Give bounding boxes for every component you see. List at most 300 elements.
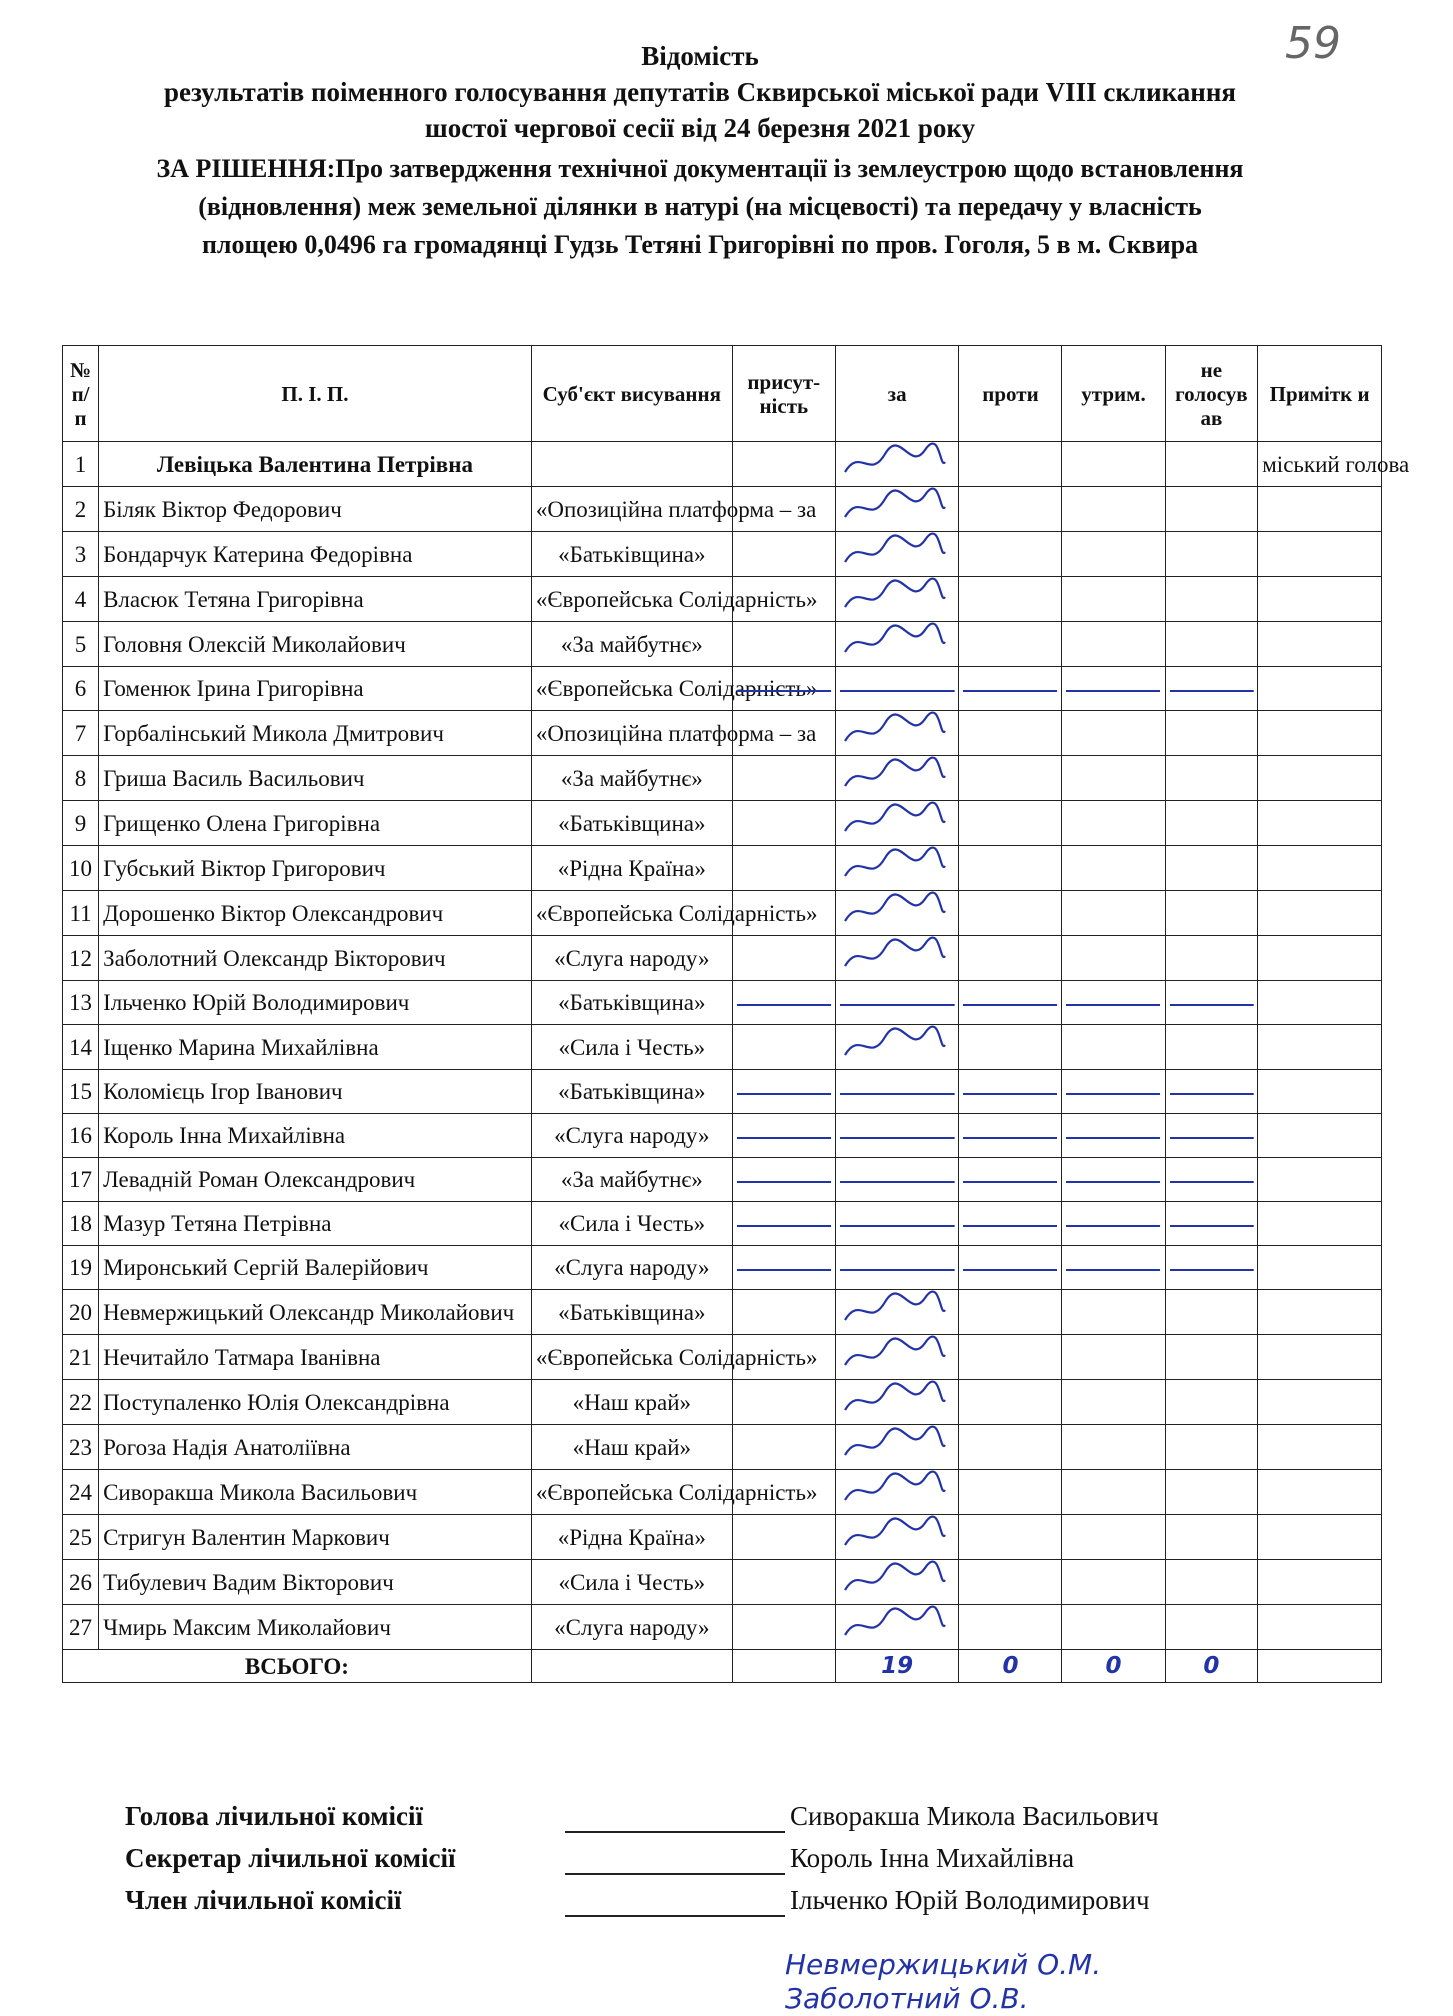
dash-mark [1170, 1221, 1254, 1231]
present-cell [732, 1246, 835, 1290]
row-number: 21 [63, 1335, 99, 1380]
for-cell [835, 1114, 959, 1158]
for-cell [835, 1246, 959, 1290]
deputy-name: Поступаленко Юлія Олександрівна [99, 1380, 532, 1425]
total-abstain: 0 [1062, 1650, 1165, 1683]
header-not-voted: не голосув ав [1165, 346, 1258, 442]
not-voted-cell [1165, 667, 1258, 711]
abstain-cell [1062, 846, 1165, 891]
for-cell [835, 936, 959, 981]
total-for: 19 [835, 1650, 959, 1683]
commission-role: Член лічильної комісії [125, 1885, 402, 1915]
deputy-party: «Слуга народу» [531, 1605, 732, 1650]
deputy-name: Сиворакша Микола Васильович [99, 1470, 532, 1515]
against-cell [959, 1380, 1062, 1425]
signature-mark [840, 532, 950, 572]
row-number: 12 [63, 936, 99, 981]
for-cell [835, 1290, 959, 1335]
deputy-party: «Європейська Солідарність» [531, 667, 732, 711]
deputy-party: «За майбутнє» [531, 1158, 732, 1202]
table-row [63, 1114, 1382, 1158]
commission-row [125, 1837, 1375, 1879]
abstain-cell [1062, 622, 1165, 667]
row-number: 3 [63, 532, 99, 577]
note-cell [1258, 622, 1382, 667]
abstain-cell [1062, 756, 1165, 801]
counting-commission [125, 1795, 1375, 1921]
deputy-party: «Опозиційна платформа – за [531, 487, 732, 532]
total-against: 0 [959, 1650, 1062, 1683]
signature-mark [840, 846, 950, 886]
present-cell [732, 1158, 835, 1202]
row-number: 24 [63, 1470, 99, 1515]
note-cell [1258, 1202, 1382, 1246]
row-number: 8 [63, 756, 99, 801]
deputy-party: «Рідна Країна» [531, 846, 732, 891]
abstain-cell [1062, 487, 1165, 532]
table-row [63, 1425, 1382, 1470]
against-cell [959, 667, 1062, 711]
dash-mark [737, 686, 831, 696]
abstain-cell [1062, 1025, 1165, 1070]
against-cell [959, 891, 1062, 936]
header-against: проти [959, 346, 1062, 442]
commission-row [125, 1879, 1375, 1921]
dash-mark [1170, 1089, 1254, 1099]
for-cell [835, 1202, 959, 1246]
note-cell [1258, 756, 1382, 801]
signature-mark [840, 891, 950, 931]
row-number: 4 [63, 577, 99, 622]
signature-mark [840, 1380, 950, 1420]
row-number: 9 [63, 801, 99, 846]
for-cell [835, 711, 959, 756]
total-note-cell [1258, 1650, 1382, 1683]
header-abstain: утрим. [1062, 346, 1165, 442]
not-voted-cell [1165, 622, 1258, 667]
against-cell [959, 756, 1062, 801]
deputy-name: Левіцька Валентина Петрівна [99, 442, 532, 487]
signature-mark [840, 1025, 950, 1065]
dash-mark [1066, 1221, 1160, 1231]
commission-name: Король Інна Михайлівна [790, 1843, 1075, 1873]
dash-mark [963, 1133, 1057, 1143]
present-cell [732, 981, 835, 1025]
deputy-name: Миронський Сергій Валерійович [99, 1246, 532, 1290]
total-label: ВСЬОГО: [63, 1650, 532, 1683]
present-cell [732, 1290, 835, 1335]
abstain-cell [1062, 981, 1165, 1025]
against-cell [959, 1114, 1062, 1158]
signature-mark [840, 711, 950, 751]
for-cell [835, 1380, 959, 1425]
table-row [63, 622, 1382, 667]
deputy-name: Бондарчук Катерина Федорівна [99, 532, 532, 577]
header-party: Суб'єкт висування [531, 346, 732, 442]
table-row [63, 936, 1382, 981]
deputy-party: «Європейська Солідарність» [531, 1470, 732, 1515]
deputy-party: «Батьківщина» [531, 1290, 732, 1335]
deputy-name: Рогоза Надія Анатоліївна [99, 1425, 532, 1470]
handwritten-name: Заболотний О.В. [785, 1982, 1029, 2015]
dash-mark [963, 686, 1057, 696]
for-cell [835, 1515, 959, 1560]
table-row [63, 711, 1382, 756]
abstain-cell [1062, 532, 1165, 577]
signature-mark [840, 1425, 950, 1465]
row-number: 15 [63, 1070, 99, 1114]
row-number: 5 [63, 622, 99, 667]
not-voted-cell [1165, 1114, 1258, 1158]
not-voted-cell [1165, 1425, 1258, 1470]
note-cell [1258, 1290, 1382, 1335]
present-cell [732, 532, 835, 577]
table-row [63, 1515, 1382, 1560]
row-number: 6 [63, 667, 99, 711]
signature-line [565, 1873, 785, 1875]
table-row [63, 1335, 1382, 1380]
deputy-name: Мазур Тетяна Петрівна [99, 1202, 532, 1246]
for-cell [835, 1560, 959, 1605]
deputy-name: Ільченко Юрій Володимирович [99, 981, 532, 1025]
signature-mark [840, 1515, 950, 1555]
deputy-name: Гоменюк Ірина Григорівна [99, 667, 532, 711]
dash-mark [737, 1265, 831, 1275]
table-row [63, 846, 1382, 891]
abstain-cell [1062, 1425, 1165, 1470]
row-number: 17 [63, 1158, 99, 1202]
table-row [63, 1070, 1382, 1114]
commission-role: Секретар лічильної комісії [125, 1843, 456, 1873]
dash-mark [1170, 1133, 1254, 1143]
row-number: 23 [63, 1425, 99, 1470]
present-cell [732, 801, 835, 846]
commission-name: Ільченко Юрій Володимирович [790, 1885, 1150, 1915]
dash-mark [737, 1089, 831, 1099]
dash-mark [1066, 1089, 1160, 1099]
against-cell [959, 622, 1062, 667]
row-number: 11 [63, 891, 99, 936]
document-subtitle-line2: шостої чергової сесії від 24 березня 2021 року [424, 113, 976, 143]
against-cell [959, 1605, 1062, 1650]
present-cell [732, 667, 835, 711]
dash-mark [1170, 1177, 1254, 1187]
deputy-name: Іщенко Марина Михайлівна [99, 1025, 532, 1070]
abstain-cell [1062, 1070, 1165, 1114]
deputy-party: «Батьківщина» [531, 1070, 732, 1114]
header-num: № п/п [63, 346, 99, 442]
total-party-cell [531, 1650, 732, 1683]
note-cell [1258, 846, 1382, 891]
note-cell [1258, 1470, 1382, 1515]
note-cell [1258, 1158, 1382, 1202]
deputy-name: Стригун Валентин Маркович [99, 1515, 532, 1560]
document-header [20, 38, 1380, 146]
dash-mark [840, 1089, 955, 1099]
abstain-cell [1062, 1515, 1165, 1560]
signature-mark [840, 1290, 950, 1330]
document-title: Відомість [641, 41, 759, 71]
for-cell [835, 487, 959, 532]
votes-table [62, 345, 1410, 1683]
dash-mark [1170, 1000, 1254, 1010]
deputy-party: «Наш край» [531, 1380, 732, 1425]
note-cell [1258, 801, 1382, 846]
table-row [63, 1246, 1382, 1290]
dash-mark [1066, 1000, 1160, 1010]
table-row [63, 801, 1382, 846]
row-number: 7 [63, 711, 99, 756]
table-row [63, 1025, 1382, 1070]
row-number: 1 [63, 442, 99, 487]
commission-role: Голова лічильної комісії [125, 1801, 423, 1831]
table-row [63, 442, 1382, 487]
dash-mark [1066, 1265, 1160, 1275]
present-cell [732, 1380, 835, 1425]
for-cell [835, 801, 959, 846]
signature-line [565, 1915, 785, 1917]
total-not-voted: 0 [1165, 1650, 1258, 1683]
deputy-name: Коломієць Ігор Іванович [99, 1070, 532, 1114]
signature-mark [840, 1605, 950, 1645]
present-cell [732, 442, 835, 487]
not-voted-cell [1165, 577, 1258, 622]
row-number: 26 [63, 1560, 99, 1605]
row-number: 22 [63, 1380, 99, 1425]
not-voted-cell [1165, 1290, 1258, 1335]
note-cell [1258, 1114, 1382, 1158]
row-number: 27 [63, 1605, 99, 1650]
abstain-cell [1062, 667, 1165, 711]
present-cell [732, 1114, 835, 1158]
for-cell [835, 1605, 959, 1650]
signature-mark [840, 756, 950, 796]
not-voted-cell [1165, 1335, 1258, 1380]
dash-mark [737, 1133, 831, 1143]
note-cell [1258, 891, 1382, 936]
not-voted-cell [1165, 1380, 1258, 1425]
against-cell [959, 1202, 1062, 1246]
note-cell [1258, 487, 1382, 532]
deputy-name: Тибулевич Вадим Вікторович [99, 1560, 532, 1605]
decision-line3: площею 0,0496 га громадянці Гудзь Тетяні Григорівні по пров. Гоголя, 5 в м. Сквира [201, 230, 1199, 259]
note-cell [1258, 1025, 1382, 1070]
dash-mark [840, 1133, 955, 1143]
abstain-cell [1062, 1290, 1165, 1335]
dash-mark [963, 1221, 1057, 1231]
for-cell [835, 1158, 959, 1202]
against-cell [959, 1246, 1062, 1290]
dash-mark [1066, 1177, 1160, 1187]
against-cell [959, 846, 1062, 891]
note-cell [1258, 532, 1382, 577]
decision-line2: (відновлення) меж земельної ділянки в натурі (на місцевості) та передачу у власність [198, 192, 1202, 221]
note-cell [1258, 1515, 1382, 1560]
for-cell [835, 1025, 959, 1070]
total-row [63, 1650, 1382, 1683]
present-cell [732, 1515, 835, 1560]
abstain-cell [1062, 1605, 1165, 1650]
deputy-name: Король Інна Михайлівна [99, 1114, 532, 1158]
deputy-name: Гриша Василь Васильович [99, 756, 532, 801]
handwritten-names [785, 1948, 1101, 2016]
for-cell [835, 622, 959, 667]
deputy-party [531, 442, 732, 487]
signature-mark [840, 622, 950, 662]
note-cell [1258, 1070, 1382, 1114]
row-number: 13 [63, 981, 99, 1025]
deputy-party: «Опозиційна платформа – за [531, 711, 732, 756]
table-row [63, 1290, 1382, 1335]
deputy-party: «Рідна Країна» [531, 1515, 732, 1560]
for-cell [835, 442, 959, 487]
not-voted-cell [1165, 711, 1258, 756]
table-row [63, 1380, 1382, 1425]
table-row [63, 891, 1382, 936]
deputy-name: Невмержицький Олександр Миколайович [99, 1290, 532, 1335]
abstain-cell [1062, 711, 1165, 756]
against-cell [959, 487, 1062, 532]
dash-mark [1170, 1265, 1254, 1275]
not-voted-cell [1165, 487, 1258, 532]
present-cell [732, 756, 835, 801]
note-cell [1258, 1560, 1382, 1605]
signature-mark [840, 487, 950, 527]
deputy-party: «Наш край» [531, 1425, 732, 1470]
row-number: 25 [63, 1515, 99, 1560]
for-cell [835, 667, 959, 711]
note-cell: міський голова [1258, 442, 1382, 487]
total-present-cell [732, 1650, 835, 1683]
abstain-cell [1062, 1560, 1165, 1605]
present-cell [732, 622, 835, 667]
not-voted-cell [1165, 1202, 1258, 1246]
header-name: П. І. П. [99, 346, 532, 442]
not-voted-cell [1165, 1515, 1258, 1560]
dash-mark [1066, 1133, 1160, 1143]
abstain-cell [1062, 577, 1165, 622]
not-voted-cell [1165, 1025, 1258, 1070]
table-row [63, 756, 1382, 801]
deputy-party: «Сила і Честь» [531, 1025, 732, 1070]
dash-mark [963, 1265, 1057, 1275]
row-number: 20 [63, 1290, 99, 1335]
deputy-name: Заболотний Олександр Вікторович [99, 936, 532, 981]
header-for: за [835, 346, 959, 442]
row-number: 16 [63, 1114, 99, 1158]
signature-mark [840, 442, 950, 482]
table-row [63, 981, 1382, 1025]
against-cell [959, 532, 1062, 577]
for-cell [835, 1335, 959, 1380]
not-voted-cell [1165, 891, 1258, 936]
deputy-party: «Слуга народу» [531, 936, 732, 981]
abstain-cell [1062, 801, 1165, 846]
dash-mark [840, 686, 955, 696]
table-row [63, 1605, 1382, 1650]
signature-mark [840, 1560, 950, 1600]
table-header-row [63, 346, 1382, 442]
deputy-party: «Слуга народу» [531, 1246, 732, 1290]
against-cell [959, 1290, 1062, 1335]
deputy-party: «Батьківщина» [531, 532, 732, 577]
abstain-cell [1062, 1335, 1165, 1380]
deputy-party: «Батьківщина» [531, 981, 732, 1025]
dash-mark [963, 1177, 1057, 1187]
row-number: 10 [63, 846, 99, 891]
note-cell [1258, 981, 1382, 1025]
dash-mark [737, 1000, 831, 1010]
abstain-cell [1062, 1158, 1165, 1202]
table-row [63, 487, 1382, 532]
not-voted-cell [1165, 981, 1258, 1025]
against-cell [959, 442, 1062, 487]
deputy-party: «За майбутнє» [531, 622, 732, 667]
dash-mark [1170, 686, 1254, 696]
deputy-party: «Сила і Честь» [531, 1560, 732, 1605]
decision-line1: ЗА РІШЕННЯ:Про затвердження технічної документації із землеустрою щодо встановлення [156, 154, 1244, 183]
present-cell [732, 936, 835, 981]
against-cell [959, 1158, 1062, 1202]
table-row [63, 577, 1382, 622]
not-voted-cell [1165, 442, 1258, 487]
table-row [63, 1158, 1382, 1202]
signature-line [565, 1831, 785, 1833]
abstain-cell [1062, 1246, 1165, 1290]
commission-name: Сиворакша Микола Васильович [790, 1801, 1159, 1831]
abstain-cell [1062, 1470, 1165, 1515]
against-cell [959, 936, 1062, 981]
present-cell [732, 1560, 835, 1605]
deputy-party: «Європейська Солідарність» [531, 577, 732, 622]
dash-mark [840, 1000, 955, 1010]
for-cell [835, 756, 959, 801]
header-present: присут-ність [732, 346, 835, 442]
row-number: 19 [63, 1246, 99, 1290]
signature-mark [840, 936, 950, 976]
for-cell [835, 577, 959, 622]
table-row [63, 1202, 1382, 1246]
not-voted-cell [1165, 532, 1258, 577]
row-number: 14 [63, 1025, 99, 1070]
against-cell [959, 981, 1062, 1025]
for-cell [835, 981, 959, 1025]
abstain-cell [1062, 1114, 1165, 1158]
dash-mark [1066, 686, 1160, 696]
commission-row [125, 1795, 1375, 1837]
signature-mark [840, 801, 950, 841]
present-cell [732, 846, 835, 891]
table-row [63, 1560, 1382, 1605]
deputy-name: Головня Олексій Миколайович [99, 622, 532, 667]
note-cell [1258, 1605, 1382, 1650]
note-cell [1258, 577, 1382, 622]
table-row [63, 667, 1382, 711]
against-cell [959, 577, 1062, 622]
row-number: 2 [63, 487, 99, 532]
against-cell [959, 801, 1062, 846]
dash-mark [737, 1177, 831, 1187]
abstain-cell [1062, 1202, 1165, 1246]
against-cell [959, 1515, 1062, 1560]
note-cell [1258, 1425, 1382, 1470]
deputy-name: Нечитайло Татмара Іванівна [99, 1335, 532, 1380]
not-voted-cell [1165, 801, 1258, 846]
note-cell [1258, 667, 1382, 711]
deputy-party: «Батьківщина» [531, 801, 732, 846]
abstain-cell [1062, 936, 1165, 981]
against-cell [959, 1335, 1062, 1380]
